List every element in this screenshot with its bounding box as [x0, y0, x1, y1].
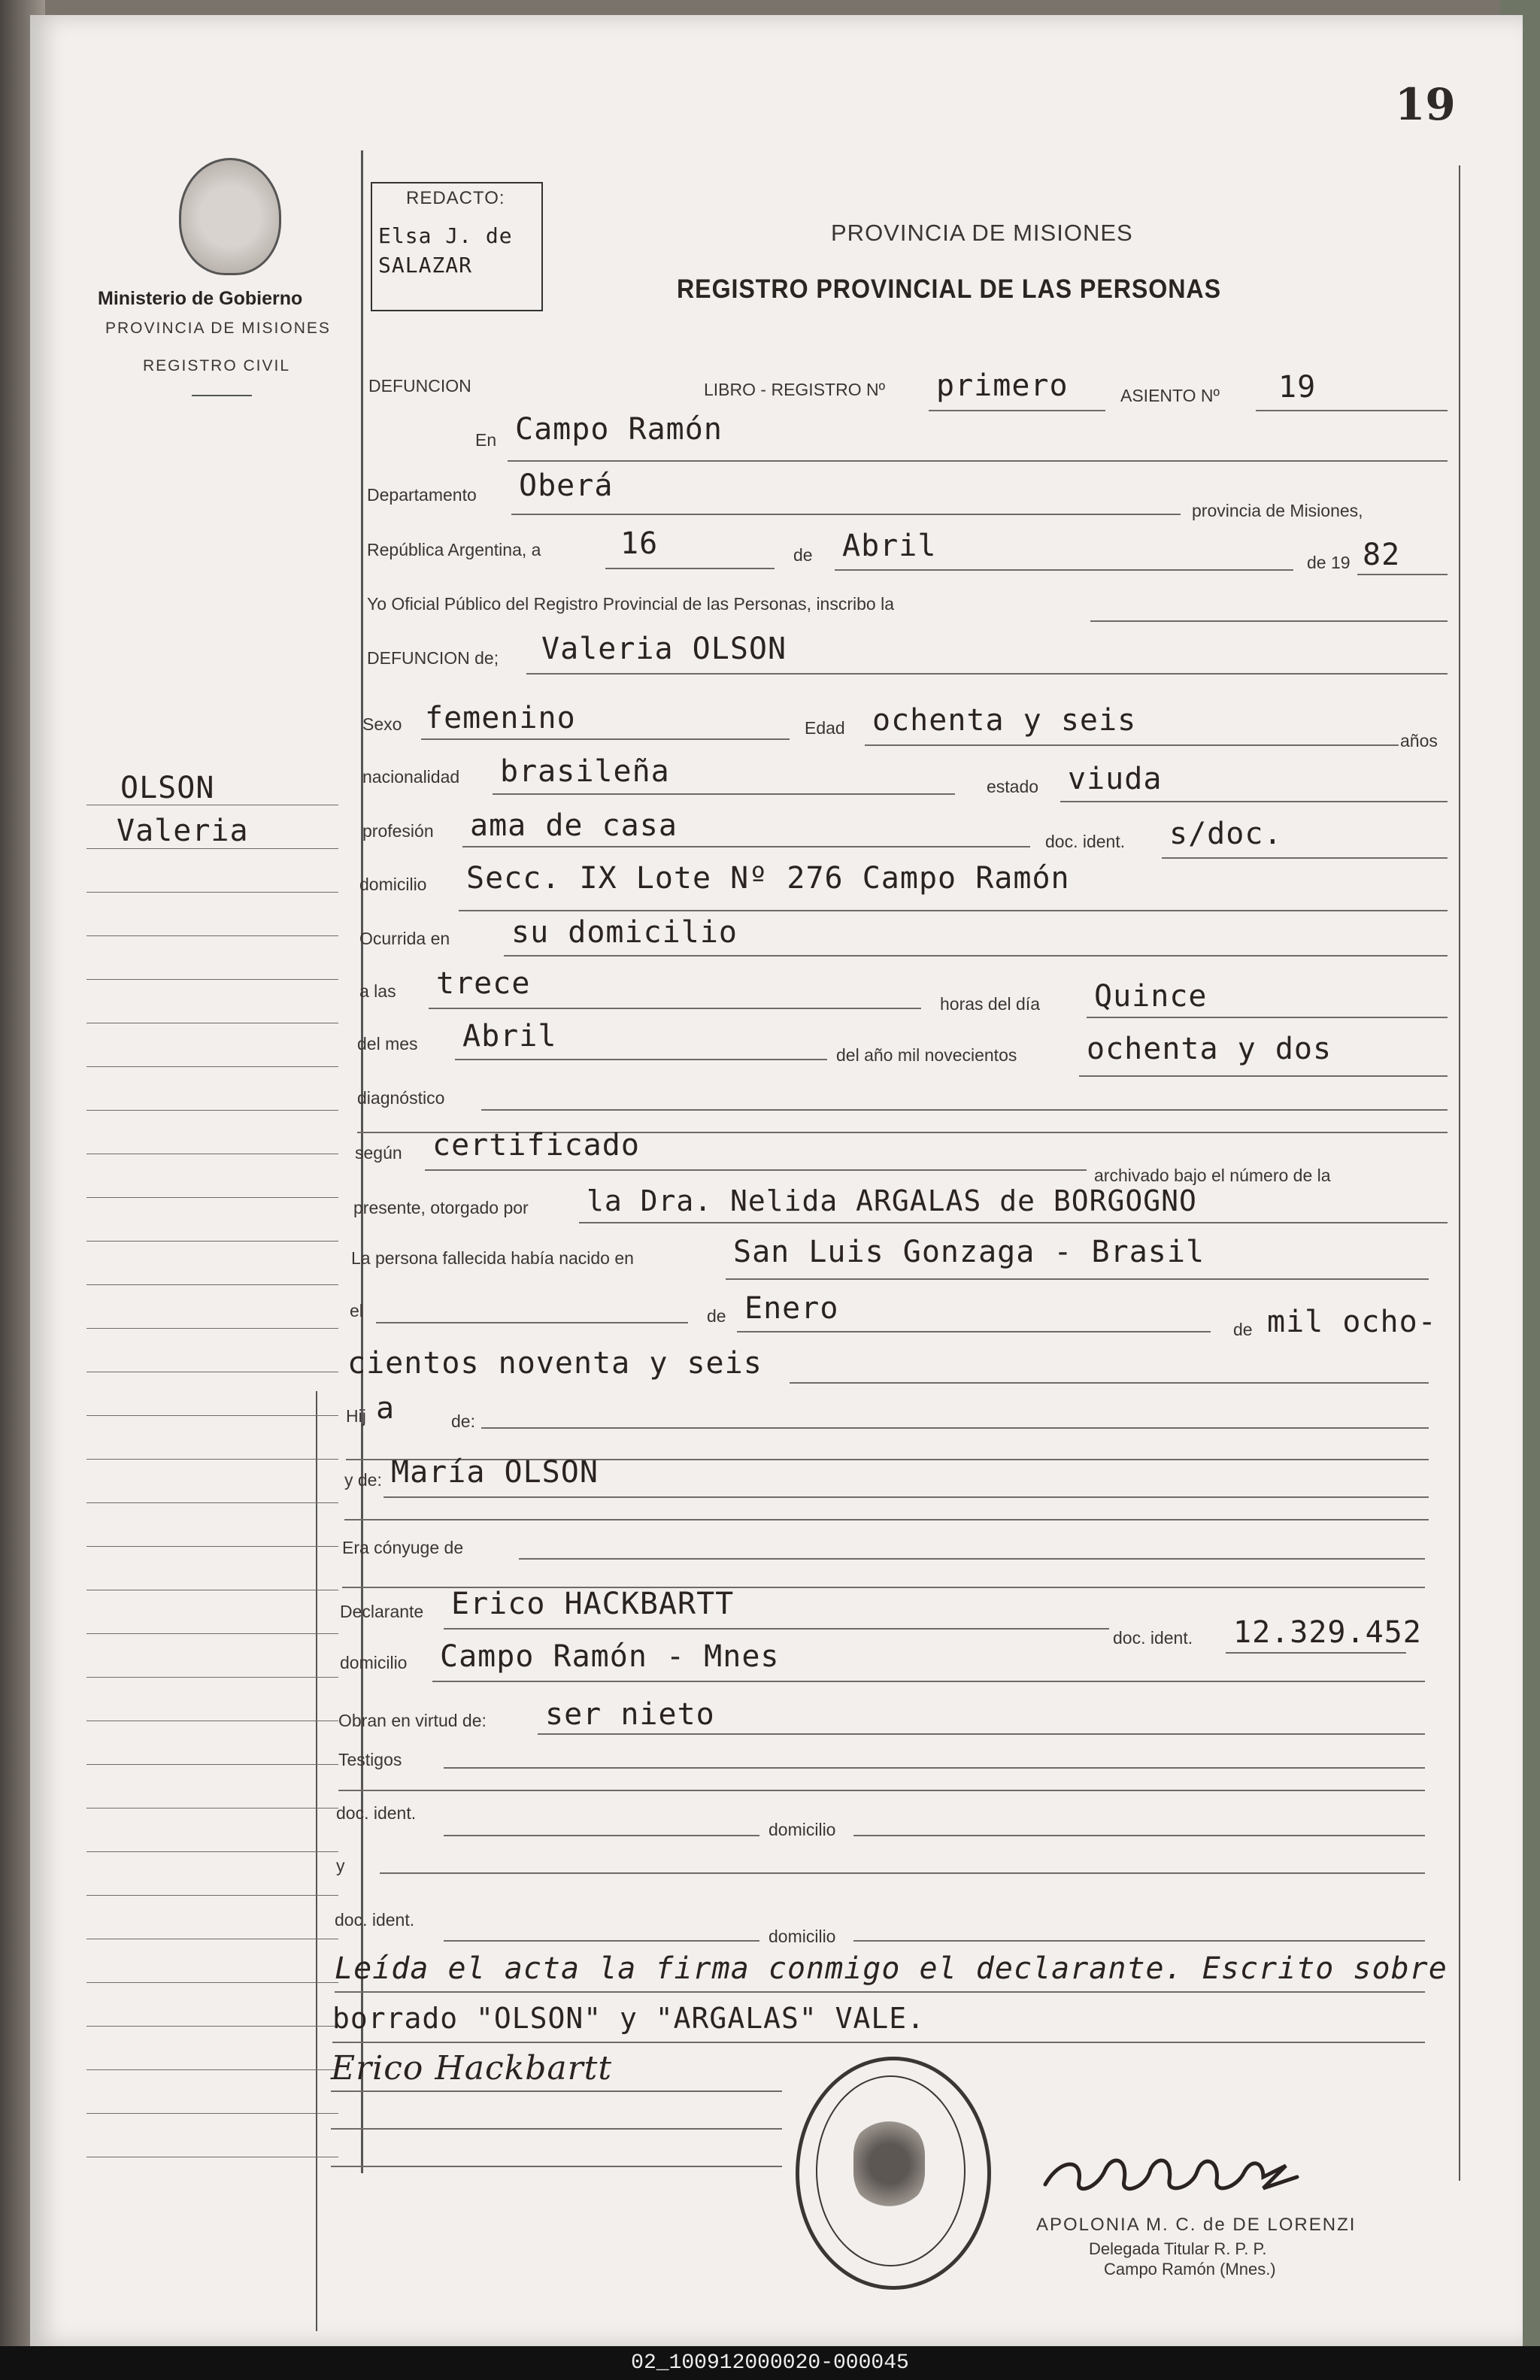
yo-oficial-text: Yo Oficial Público del Registro Provincial de las Personas, inscribo la	[367, 594, 894, 614]
declarante-label: Declarante	[340, 1602, 424, 1621]
departamento-label: Departamento	[367, 485, 477, 505]
margin-ruled-line	[86, 1851, 338, 1852]
libro-label: LIBRO - REGISTRO Nº	[704, 380, 885, 399]
coat-of-arms-seal	[179, 158, 281, 275]
margin-ruled-line	[86, 1982, 338, 1983]
del-mes-label: del mes	[357, 1034, 418, 1054]
ocurrida-label: Ocurrida en	[359, 929, 450, 948]
doc-ident3-label: doc. ident.	[336, 1803, 417, 1823]
redacto-name-line1: Elsa J. de	[378, 223, 513, 248]
estado-value: viuda	[1068, 762, 1163, 796]
margin-ruled-line	[86, 935, 338, 936]
domicilio2-label: domicilio	[340, 1653, 408, 1672]
segun-label: según	[355, 1143, 402, 1163]
obran-value: ser nieto	[545, 1697, 715, 1732]
margin-ruled-line	[86, 892, 338, 893]
y-label: y	[336, 1856, 345, 1875]
margin-ruled-line	[86, 2069, 338, 2070]
diagnostico-label: diagnóstico	[357, 1088, 445, 1108]
segun-value: certificado	[432, 1128, 640, 1163]
hij-label: Hij	[346, 1406, 366, 1426]
nacionalidad-value: brasileña	[500, 754, 670, 789]
province-title: PROVINCIA DE MISIONES	[831, 220, 1133, 246]
anio-muerte-value: ochenta y dos	[1087, 1032, 1332, 1066]
y-de-label: y de:	[344, 1470, 382, 1490]
asiento-label: ASIENTO Nº	[1120, 386, 1220, 405]
nacido-value: San Luis Gonzaga - Brasil	[733, 1235, 1205, 1269]
margin-ruled-line	[86, 1415, 338, 1416]
doc-ident2-label: doc. ident.	[1113, 1628, 1193, 1648]
profesion-label: profesión	[362, 821, 434, 841]
domicilio-label: domicilio	[359, 875, 427, 894]
nacido-label: La persona fallecida había nacido en	[351, 1248, 634, 1268]
margin-ruled-line	[86, 1502, 338, 1503]
margin-given-name: Valeria	[117, 814, 249, 848]
asiento-value: 19	[1278, 370, 1317, 405]
ministry-rule	[192, 395, 252, 396]
profesion-value: ama de casa	[470, 808, 678, 843]
en-value: Campo Ramón	[515, 412, 723, 447]
mes-muerte-value: Abril	[462, 1019, 557, 1054]
redacto-label: REDACTO:	[406, 188, 505, 208]
libro-value: primero	[936, 368, 1069, 403]
margin-ruled-line	[86, 1677, 338, 1678]
de-label: de	[793, 545, 813, 565]
ocurrida-value: su domicilio	[511, 915, 738, 950]
republica-label: República Argentina, a	[367, 540, 541, 559]
margin-ruled-line	[86, 1241, 338, 1242]
de2-label: de	[707, 1306, 726, 1326]
ministry-name: Ministerio de Gobierno	[98, 288, 303, 309]
sexo-value: femenino	[425, 701, 576, 735]
otorgado-value: la Dra. Nelida ARGALAS de BORGOGNO	[587, 1184, 1197, 1217]
margin-ruled-line	[86, 1459, 338, 1460]
de3-label: de	[1233, 1320, 1253, 1339]
registry-title: REGISTRO PROVINCIAL DE LAS PERSONAS	[677, 274, 1221, 304]
stamp-coat-of-arms-icon	[853, 2121, 925, 2207]
dia-muerte-value: Quince	[1094, 979, 1208, 1014]
margin-ruled-line	[86, 1633, 338, 1634]
nota-line1: Leída el acta la firma conmigo el declarante. Escrito sobre	[335, 1951, 1448, 1986]
image-caption: 02_100912000020-000045	[631, 2351, 909, 2375]
nacionalidad-label: nacionalidad	[362, 767, 460, 787]
anio-value: 82	[1363, 538, 1401, 572]
margin-ruled-line	[86, 2026, 338, 2027]
provincia-suffix: provincia de Misiones,	[1192, 501, 1363, 520]
anos-label: años	[1400, 731, 1438, 750]
margin-ruled-line	[86, 2113, 338, 2114]
margin-ruled-line	[86, 1284, 338, 1285]
doc-ident4-label: doc. ident.	[335, 1910, 415, 1930]
margin-ruled-line	[86, 848, 338, 849]
margin-ruled-line	[86, 1895, 338, 1896]
defuncion-de-value: Valeria OLSON	[541, 632, 787, 666]
del-anio-label: del año mil novecientos	[836, 1045, 1017, 1065]
a-las-label: a las	[359, 981, 396, 1001]
a-las-value: trece	[436, 966, 531, 1001]
redacto-name-line2: SALAZAR	[378, 253, 473, 277]
form-type: DEFUNCION	[368, 376, 471, 396]
official-name: APOLONIA M. C. de DE LORENZI	[1036, 2215, 1357, 2235]
mes-nac-value: Enero	[744, 1291, 839, 1326]
el-label: el	[350, 1301, 363, 1320]
horas-label: horas del día	[940, 994, 1040, 1014]
sexo-label: Sexo	[362, 714, 402, 734]
estado-label: estado	[987, 777, 1039, 796]
margin-ruled-line	[86, 1764, 338, 1765]
conyuge-label: Era cónyuge de	[342, 1538, 464, 1557]
domicilio4-label: domicilio	[768, 1927, 836, 1946]
presente-label: presente, otorgado por	[353, 1198, 529, 1217]
domicilio2-value: Campo Ramón - Mnes	[440, 1639, 780, 1674]
anio-nac-line1: mil ocho-	[1267, 1305, 1437, 1339]
ministry-province: PROVINCIA DE MISIONES	[105, 320, 331, 337]
doc-ident-label: doc. ident.	[1045, 832, 1126, 851]
en-label: En	[475, 430, 497, 450]
edad-value: ochenta y seis	[872, 703, 1137, 738]
page-number: 19	[1395, 79, 1456, 130]
departamento-value: Oberá	[519, 468, 614, 503]
dia-value: 16	[620, 526, 659, 561]
mes-value: Abril	[842, 529, 937, 563]
obran-label: Obran en virtud de:	[338, 1711, 487, 1730]
de4-label: de:	[451, 1411, 475, 1431]
margin-ruled-line	[86, 979, 338, 980]
edad-label: Edad	[805, 718, 845, 738]
margin-ruled-line	[86, 1328, 338, 1329]
official-place: Campo Ramón (Mnes.)	[1104, 2260, 1276, 2278]
declarant-signature: Erico Hackbartt	[331, 2049, 613, 2087]
anio-nac-line2: cientos noventa y seis	[347, 1346, 762, 1381]
domicilio3-label: domicilio	[768, 1820, 836, 1839]
anio-prefix: de 19	[1307, 553, 1351, 572]
archivado-label: archivado bajo el número de la	[1094, 1166, 1331, 1185]
defuncion-de-label: DEFUNCION de;	[367, 648, 499, 668]
right-rule	[1459, 165, 1460, 2181]
domicilio-value: Secc. IX Lote Nº 276 Campo Ramón	[466, 861, 1070, 896]
margin-ruled-line	[86, 1066, 338, 1067]
margin-surname: OLSON	[120, 771, 215, 805]
margin-ruled-line	[86, 1110, 338, 1111]
testigos-label: Testigos	[338, 1750, 402, 1769]
ministry-office: REGISTRO CIVIL	[143, 357, 291, 374]
madre-value: María OLSON	[391, 1455, 599, 1490]
margin-ruled-line	[86, 1197, 338, 1198]
doc-ident-value: s/doc.	[1169, 817, 1283, 851]
official-signature	[1038, 2143, 1354, 2203]
hij-value: a	[376, 1391, 396, 1426]
doc-ident2-value: 12.329.452	[1233, 1615, 1422, 1650]
official-title: Delegada Titular R. P. P.	[1089, 2239, 1267, 2258]
margin-rule-lower	[316, 1391, 317, 2331]
nota-line2: borrado "OLSON" y "ARGALAS" VALE.	[332, 2002, 925, 2035]
margin-ruled-line	[86, 1546, 338, 1547]
declarante-value: Erico HACKBARTT	[451, 1587, 735, 1621]
